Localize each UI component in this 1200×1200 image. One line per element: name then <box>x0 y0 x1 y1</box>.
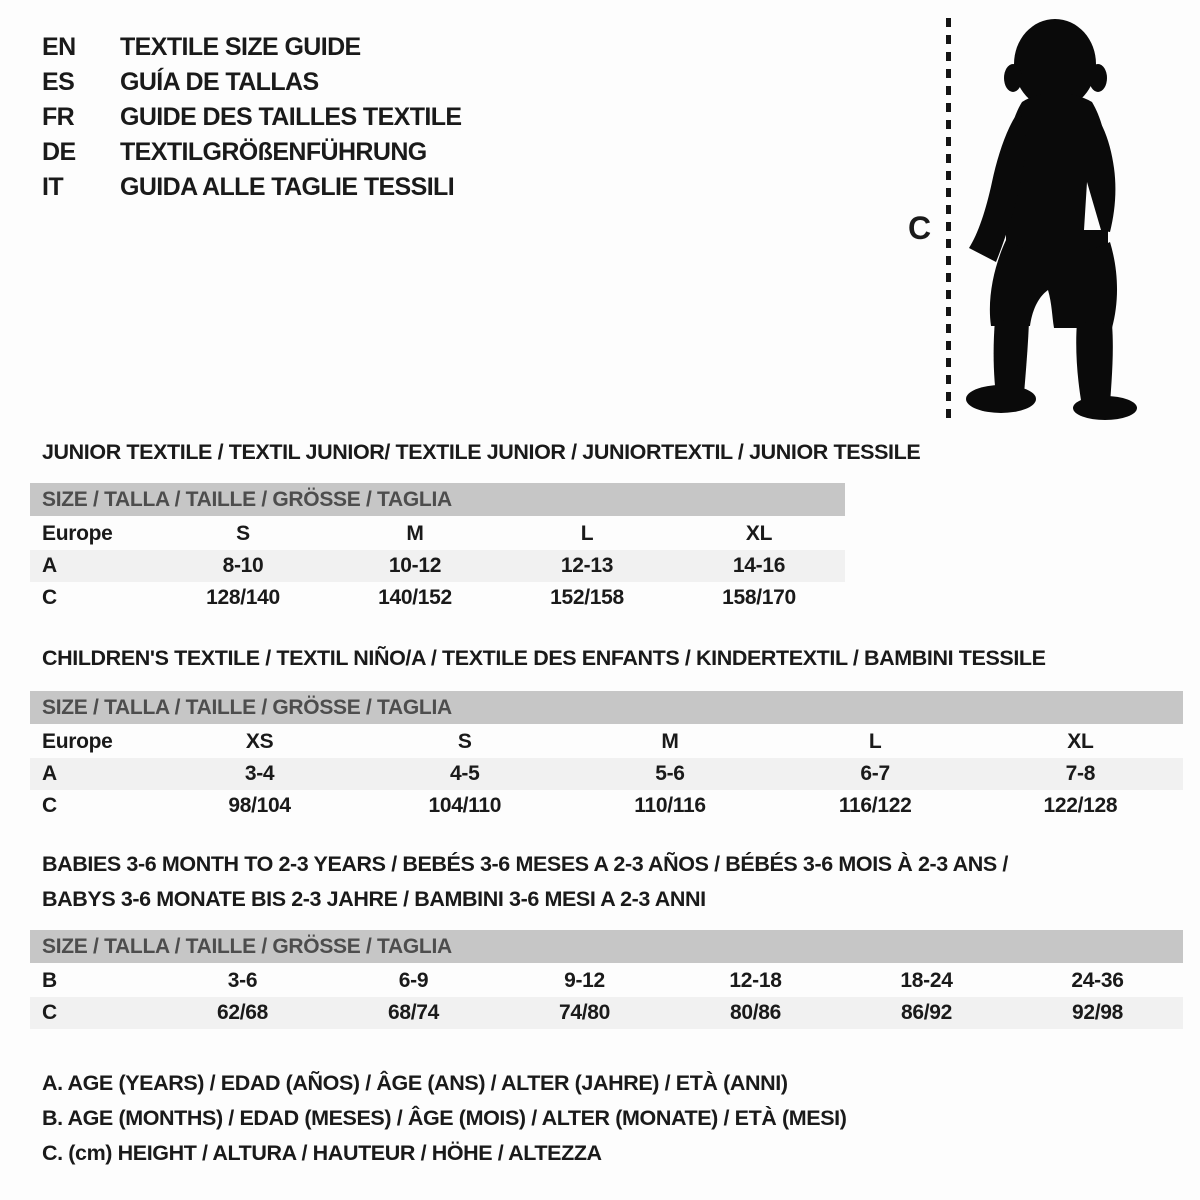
size-cell: 152/158 <box>550 586 624 609</box>
size-cell: 158/170 <box>722 586 796 609</box>
babies-textile-section <box>30 847 1183 1029</box>
legend-line: C. (cm) HEIGHT / ALTURA / HAUTEUR / HÖHE / ALTEZZA <box>42 1141 602 1165</box>
size-cell: 3-4 <box>244 762 275 785</box>
size-cell: 8-10 <box>222 554 264 577</box>
language-title-list <box>42 30 462 205</box>
size-cell: 3-6 <box>227 969 258 992</box>
size-cell: 9-12 <box>564 969 605 992</box>
measure-legend <box>42 1066 847 1171</box>
row-label: C <box>42 794 57 817</box>
language-title-row <box>42 100 462 135</box>
language-code: FR <box>42 103 75 131</box>
table-row <box>30 518 845 550</box>
size-cell: 104/110 <box>428 794 502 817</box>
size-cell: 128/140 <box>206 586 280 609</box>
size-cell: 6-9 <box>398 969 429 992</box>
size-cell: 18-24 <box>900 969 953 992</box>
size-table <box>30 726 1183 822</box>
size-cell: 4-5 <box>450 762 480 785</box>
language-code: IT <box>42 173 64 201</box>
size-cell: S <box>236 522 250 545</box>
size-cell: L <box>868 730 882 753</box>
size-cell: 68/74 <box>387 1001 440 1024</box>
childrens-textile-section <box>30 641 1183 822</box>
legend-line: B. AGE (MONTHS) / EDAD (MESES) / ÂGE (MOIS) / ALTER (MONATE) / ETÀ (MESI) <box>42 1106 847 1130</box>
size-header-bar: SIZE / TALLA / TAILLE / GRÖSSE / TAGLIA <box>30 483 845 516</box>
language-code: EN <box>42 33 76 61</box>
size-cell: XL <box>1067 730 1094 753</box>
size-cell: 74/80 <box>558 1001 611 1024</box>
size-cell: M <box>406 522 424 545</box>
height-dotted-line <box>946 18 951 420</box>
language-code: ES <box>42 68 75 96</box>
language-code: DE <box>42 138 76 166</box>
size-cell: 6-7 <box>860 762 890 785</box>
row-label: A <box>42 762 57 785</box>
size-cell: 10-12 <box>388 554 442 577</box>
language-title-row <box>42 65 462 100</box>
size-cell: 122/128 <box>1043 794 1118 817</box>
size-table <box>30 965 1183 1029</box>
legend-line: A. AGE (YEARS) / EDAD (AÑOS) / ÂGE (ANS) / ALTER (JAHRE) / ETÀ (ANNI) <box>42 1071 788 1095</box>
table-row <box>30 758 1183 790</box>
size-cell: 5-6 <box>655 762 685 785</box>
section-title: JUNIOR TEXTILE / TEXTIL JUNIOR/ TEXTILE JUNIOR / JUNIORTEXTIL / JUNIOR TESSILE <box>42 440 921 464</box>
row-label: B <box>42 969 57 992</box>
row-label: C <box>42 1001 57 1024</box>
size-cell: L <box>580 522 594 545</box>
guide-title-text: GUÍA DE TALLAS <box>120 68 319 96</box>
size-cell: 24-36 <box>1071 969 1124 992</box>
section-title-line2: BABYS 3-6 MONATE BIS 2-3 JAHRE / BAMBINI 3-6 MESI A 2-3 ANNI <box>42 887 706 911</box>
size-cell: 80/86 <box>729 1001 782 1024</box>
table-row <box>30 726 1183 758</box>
language-title-row <box>42 135 462 170</box>
section-title: BABIES 3-6 MONTH TO 2-3 YEARS / BEBÉS 3-6 MESES A 2-3 AÑOS / BÉBÉS 3-6 MOIS À 2-3 ANS / <box>42 852 1008 876</box>
table-row <box>30 965 1183 997</box>
row-label: Europe <box>42 730 113 753</box>
guide-title-text: GUIDE DES TAILLES TEXTILE <box>120 103 462 131</box>
language-title-row <box>42 30 462 65</box>
size-cell: 110/116 <box>634 794 706 817</box>
size-cell: XL <box>745 522 773 545</box>
row-label: A <box>42 554 57 577</box>
height-measure-label: C <box>908 210 932 246</box>
size-cell: 62/68 <box>216 1001 269 1024</box>
size-cell: 14-16 <box>732 554 786 577</box>
size-cell: 12-18 <box>729 969 782 992</box>
guide-title-text: TEXTILE SIZE GUIDE <box>120 33 361 61</box>
size-cell: 116/122 <box>838 794 912 817</box>
size-cell: XS <box>245 730 274 753</box>
table-row <box>30 582 845 614</box>
table-row <box>30 790 1183 822</box>
size-cell: 12-13 <box>560 554 614 577</box>
size-header-bar: SIZE / TALLA / TAILLE / GRÖSSE / TAGLIA <box>30 930 1183 963</box>
size-cell: 86/92 <box>900 1001 953 1024</box>
table-row <box>30 997 1183 1029</box>
guide-title-text: GUIDA ALLE TAGLIE TESSILI <box>120 173 455 201</box>
toddler-silhouette-icon <box>960 14 1142 422</box>
guide-title-text: TEXTILGRÖßENFÜHRUNG <box>120 138 427 166</box>
size-cell: 140/152 <box>378 586 452 609</box>
size-table <box>30 518 845 614</box>
row-label: Europe <box>42 522 113 545</box>
language-title-row <box>42 170 462 205</box>
size-cell: 7-8 <box>1065 762 1096 785</box>
size-cell: S <box>457 730 472 753</box>
table-row <box>30 550 845 582</box>
row-label: C <box>42 586 57 609</box>
size-header-bar: SIZE / TALLA / TAILLE / GRÖSSE / TAGLIA <box>30 691 1183 724</box>
section-title: CHILDREN'S TEXTILE / TEXTIL NIÑO/A / TEXTILE DES ENFANTS / KINDERTEXTIL / BAMBINI TESSILE <box>42 646 1046 670</box>
junior-textile-section <box>30 435 921 614</box>
size-cell: 98/104 <box>228 794 291 817</box>
size-cell: 92/98 <box>1071 1001 1124 1024</box>
size-cell: M <box>661 730 679 753</box>
